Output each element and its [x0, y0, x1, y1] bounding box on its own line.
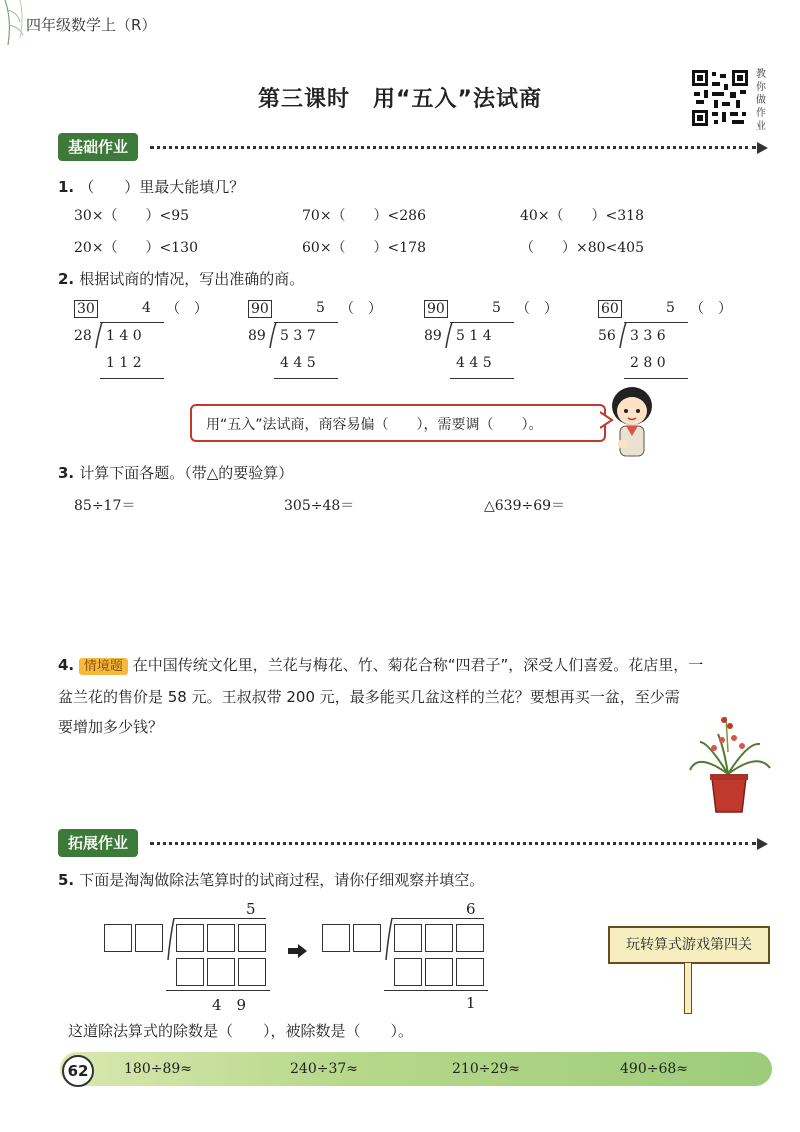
qr-code-icon: [690, 68, 750, 128]
question-text: 盆兰花的售价是 58 元。王叔叔带 200 元，最多能买几盆这样的兰花？要想再买一盆，至少需: [58, 688, 680, 706]
quotient-digit: 5: [246, 900, 256, 918]
digit-box[interactable]: [238, 958, 266, 986]
divisor: 89: [248, 328, 266, 344]
digit-box[interactable]: [456, 924, 484, 952]
dividend: 1 4 0: [106, 328, 142, 344]
estimate-item[interactable]: 240÷37≈: [290, 1061, 358, 1077]
division-bracket-icon: [444, 322, 454, 348]
trial-quotient: 5: [316, 300, 325, 316]
scenario-tag: 情境题: [79, 658, 128, 675]
q1-item[interactable]: 30×（ ）<95: [74, 208, 190, 224]
digit-box[interactable]: [176, 924, 204, 952]
product: 1 1 2: [106, 355, 142, 371]
section-divider: [150, 146, 756, 149]
remainder: 1: [466, 994, 476, 1012]
question-number: 5.: [58, 871, 75, 889]
question-3-header: [58, 462, 293, 483]
q1-item[interactable]: 40×（ ）<318: [520, 208, 644, 224]
trial-quotient: 5: [666, 300, 675, 316]
question-number: 1.: [58, 178, 75, 196]
q3-item[interactable]: △639÷69＝: [484, 498, 566, 514]
section-extended-label: 拓展作业: [58, 829, 138, 857]
trial-quotient: 5: [492, 300, 501, 316]
dividend: 3 3 6: [630, 328, 666, 344]
question-number: 4.: [58, 656, 75, 674]
product: 2 8 0: [630, 355, 666, 371]
book-title: 四年级数学上（R）: [26, 16, 157, 34]
division-grid-left: [104, 898, 284, 1018]
question-5-header: [58, 869, 484, 890]
division-bracket-icon: [268, 322, 278, 348]
answer-blank[interactable]: （ ）: [166, 301, 208, 317]
digit-box[interactable]: [394, 924, 422, 952]
estimate-item[interactable]: 490÷68≈: [620, 1061, 688, 1077]
answer-blank[interactable]: （ ）: [516, 301, 558, 317]
rounded-divisor: 90: [424, 300, 448, 318]
trial-quotient: 4: [142, 300, 151, 316]
game-level-sign: 玩转算式游戏第四关: [608, 926, 770, 964]
division-problem: [74, 298, 224, 388]
question-prompt: （ ）里最大能填几？: [79, 178, 245, 196]
digit-box[interactable]: [353, 924, 381, 952]
division-problem: [248, 298, 398, 388]
quotient-digit: 6: [466, 900, 476, 918]
q3-item[interactable]: 305÷48＝: [284, 498, 355, 514]
division-bracket-icon: [94, 322, 104, 348]
section-basic-label: 基础作业: [58, 133, 138, 161]
division-bracket-icon: [618, 322, 628, 348]
digit-box[interactable]: [456, 958, 484, 986]
speech-bubble: [190, 404, 606, 442]
division-problem: [598, 298, 748, 388]
arrow-right-icon: [757, 142, 768, 154]
digit-box[interactable]: [176, 958, 204, 986]
speech-text[interactable]: 用“五入”法试商，商容易偏（ ），需要调（ ）。: [206, 417, 543, 433]
question-4: [58, 650, 778, 742]
q1-item[interactable]: 60×（ ）<178: [302, 240, 426, 256]
answer-blank[interactable]: （ ）: [690, 301, 732, 317]
answer-blank[interactable]: （ ）: [340, 301, 382, 317]
section-divider: [150, 842, 756, 845]
orchid-pot-icon: [688, 712, 772, 816]
rounded-divisor: 90: [248, 300, 272, 318]
divisor: 28: [74, 328, 92, 344]
question-text: 在中国传统文化里，兰花与梅花、竹、菊花合称“四君子”，深受人们喜爱。花店里，一: [132, 656, 704, 674]
digit-box[interactable]: [135, 924, 163, 952]
girl-illustration-icon: [604, 384, 660, 464]
division-grid-right: [322, 898, 502, 1018]
estimate-item[interactable]: 180÷89≈: [124, 1061, 192, 1077]
question-1-header: [58, 176, 244, 197]
question-number: 2.: [58, 270, 75, 288]
q3-item[interactable]: 85÷17＝: [74, 498, 136, 514]
question-text[interactable]: 要增加多少钱？: [58, 718, 164, 736]
dividend: 5 3 7: [280, 328, 316, 344]
division-bracket-icon: [166, 918, 176, 960]
arrow-right-icon: [757, 838, 768, 850]
page-number: 62: [62, 1055, 94, 1087]
product: 4 4 5: [280, 355, 316, 371]
division-problem: [424, 298, 574, 388]
q5-answer-line[interactable]: 这道除法算式的除数是（ ），被除数是（ ）。: [68, 1022, 414, 1040]
q1-item[interactable]: 20×（ ）<130: [74, 240, 198, 256]
division-bracket-icon: [384, 918, 394, 960]
q1-item[interactable]: 70×（ ）<286: [302, 208, 426, 224]
digit-box[interactable]: [425, 958, 453, 986]
divisor: 56: [598, 328, 616, 344]
dividend: 5 1 4: [456, 328, 492, 344]
digit-box[interactable]: [394, 958, 422, 986]
arrow-right-icon: [288, 944, 308, 958]
digit-box[interactable]: [207, 958, 235, 986]
qr-label: 教你做作业: [756, 69, 766, 132]
page-title: 第三课时 用“五入”法试商: [258, 87, 542, 112]
digit-box[interactable]: [104, 924, 132, 952]
digit-box[interactable]: [425, 924, 453, 952]
question-2-header: [58, 268, 304, 289]
sign-post: [684, 962, 692, 1014]
question-number: 3.: [58, 464, 75, 482]
rounded-divisor: 60: [598, 300, 622, 318]
digit-box[interactable]: [322, 924, 350, 952]
question-prompt: 根据试商的情况，写出准确的商。: [79, 270, 305, 288]
q1-item[interactable]: （ ）×80<405: [520, 240, 644, 256]
remainder: 4 9: [212, 996, 247, 1014]
question-prompt: 下面是淘淘做除法笔算时的试商过程，请你仔细观察并填空。: [79, 871, 485, 889]
divisor: 89: [424, 328, 442, 344]
rounded-divisor: 30: [74, 300, 98, 318]
estimate-item[interactable]: 210÷29≈: [452, 1061, 520, 1077]
product: 4 4 5: [456, 355, 492, 371]
digit-box[interactable]: [207, 924, 235, 952]
digit-box[interactable]: [238, 924, 266, 952]
question-prompt: 计算下面各题。（带△的要验算）: [79, 464, 294, 482]
